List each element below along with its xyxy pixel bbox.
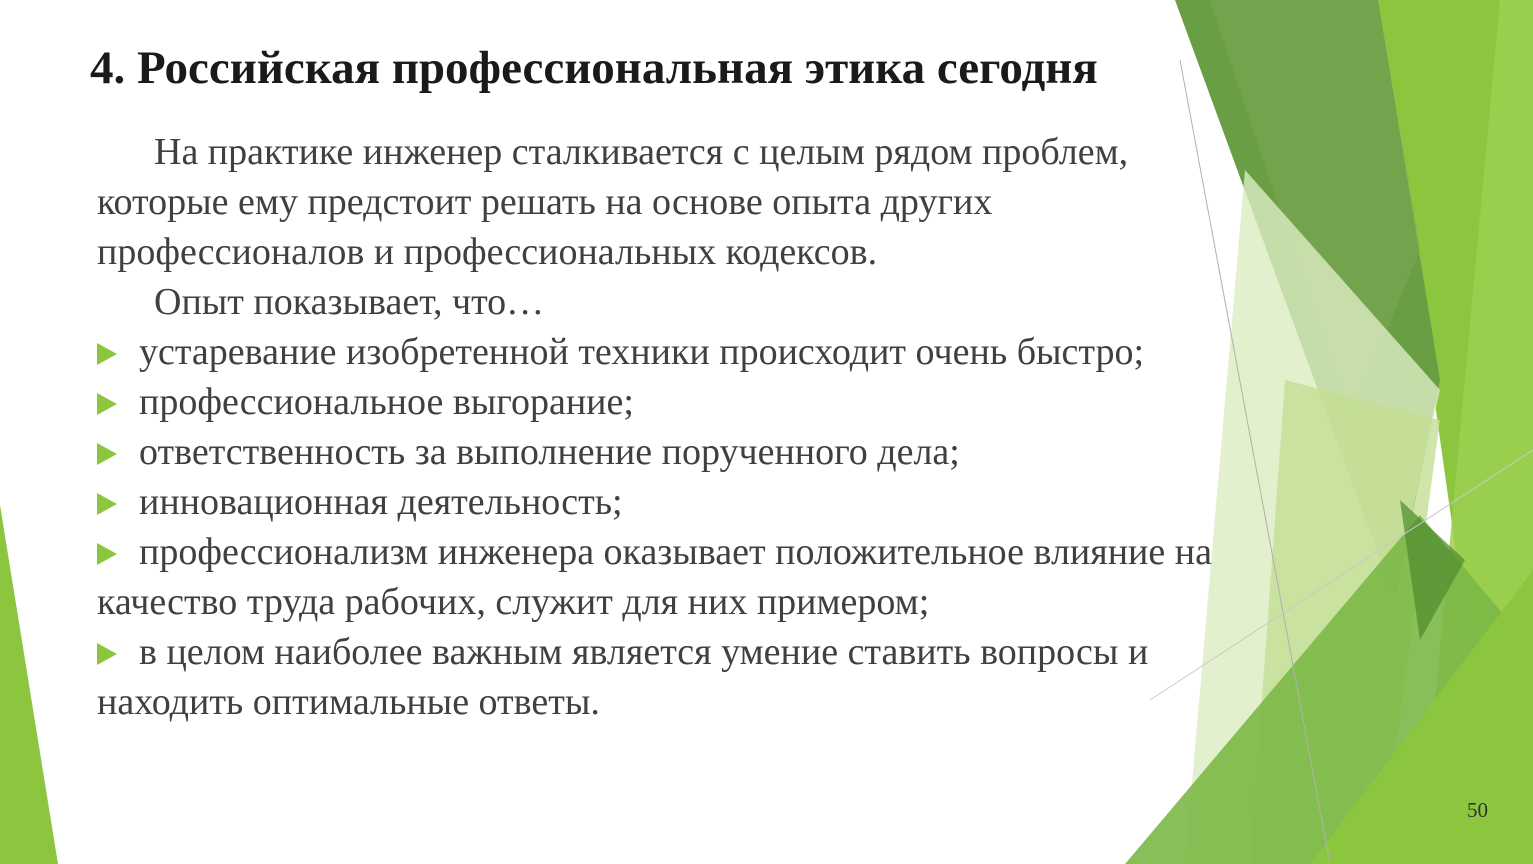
bullet-item (97, 427, 1257, 477)
triangle-bullet-icon (97, 493, 117, 515)
intro-paragraph (97, 127, 1257, 277)
triangle-bullet-icon (97, 443, 117, 465)
bullet-text: в целом наиболее важным является умение ставить вопросы и находить оптимальные ответы. (97, 631, 1149, 723)
slide-title: 4. Российская профессиональная этика сегодня (90, 42, 1098, 94)
slide-content (97, 127, 1257, 727)
page-number: 50 (1467, 798, 1488, 822)
lead-in-paragraph (97, 277, 1257, 327)
bullet-text: профессиональное выгорание; (139, 381, 634, 423)
bullet-item (97, 527, 1257, 627)
triangle-bullet-icon (97, 643, 117, 665)
bullet-list (97, 327, 1257, 727)
triangle-bullet-icon (97, 393, 117, 415)
triangle-bullet-icon (97, 343, 117, 365)
bullet-item (97, 627, 1257, 727)
left-green-sliver (0, 505, 58, 864)
bullet-item (97, 377, 1257, 427)
intro-paragraph-text: На практике инженер сталкивается с целым рядом проблем, которые ему предстоит решать на основе опыта других профессионалов и профессиональных кодексов. (97, 131, 1129, 273)
triangle-bullet-icon (97, 543, 117, 565)
bullet-text: инновационная деятельность; (139, 481, 623, 523)
bullet-text: профессионализм инженера оказывает положительное влияние на качество труда рабочих, служит для них примером; (97, 531, 1212, 623)
lead-in-paragraph-text: Опыт показывает, что… (154, 281, 545, 323)
bullet-item (97, 477, 1257, 527)
bullet-text: устаревание изобретенной техники происходит очень быстро; (139, 331, 1145, 373)
bullet-text: ответственность за выполнение порученного дела; (139, 431, 960, 473)
bullet-item (97, 327, 1257, 377)
